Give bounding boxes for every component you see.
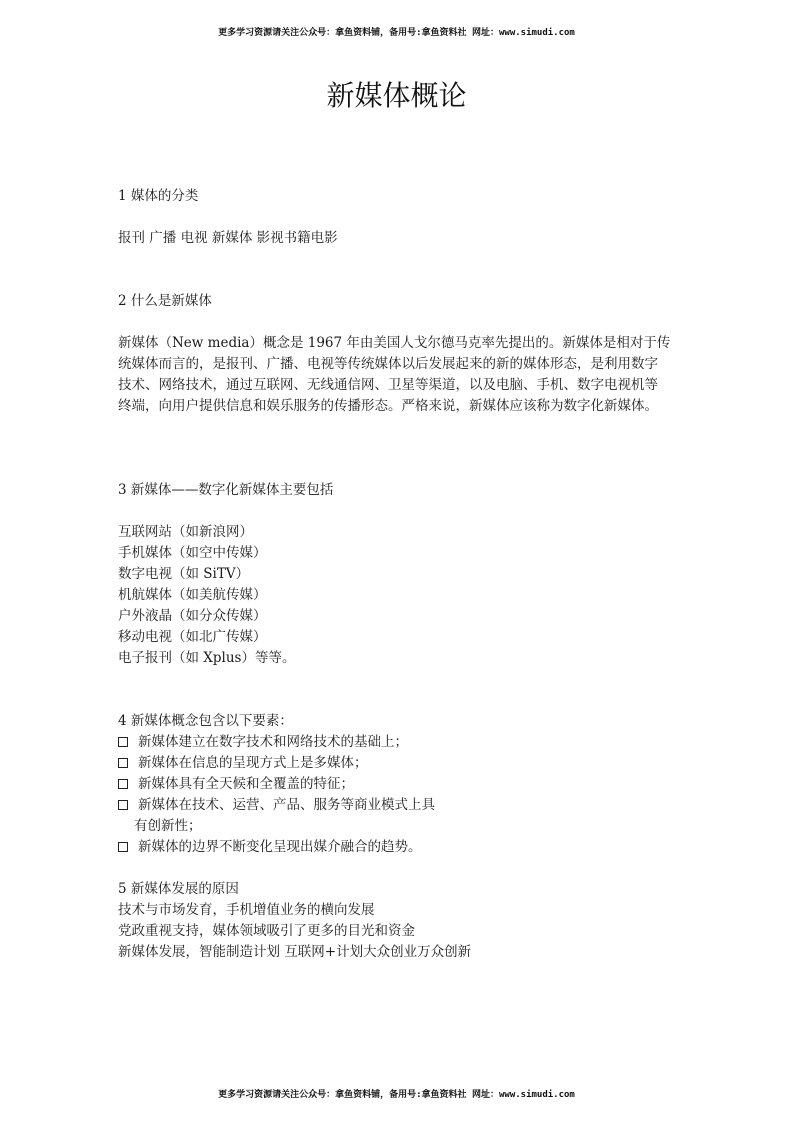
checklist-item [118, 753, 698, 774]
paragraph-line: 统媒体而言的，是报刊、广播、电视等传统媒体以后发展起来的新的媒体形态，是利用数字 [118, 356, 658, 372]
section-1-heading: 1 媒体的分类 [118, 188, 199, 204]
list-item: 户外液晶（如分众传媒） [118, 608, 267, 624]
list-item: 技术与市场发育，手机增值业务的横向发展 [118, 902, 375, 918]
list-item: 新媒体发展，智能制造计划 互联网+计划大众创业万众创新 [118, 944, 472, 960]
section-5-lines [118, 900, 698, 963]
checklist-item-label: 新媒体在技术、运营、产品、服务等商业模式上具 [138, 797, 435, 813]
checklist-item-label: 新媒体具有全天候和全覆盖的特征； [138, 776, 354, 792]
footer-banner: 更多学习资源请关注公众号：拿鱼资料铺，备用号:拿鱼资料社 网址：www.simudi.com [218, 1090, 575, 1100]
section-2-heading: 2 什么是新媒体 [118, 293, 212, 309]
paragraph-line: 新媒体（New media）概念是 1967 年由美国人戈尔德马克率先提出的。新媒体是相对于传 [118, 335, 671, 351]
checkbox-icon [118, 842, 128, 852]
checkbox-icon [118, 758, 128, 768]
checklist-item [118, 795, 698, 816]
section-4-heading: 4 新媒体概念包含以下要素： [118, 713, 293, 729]
checklist-item [118, 837, 698, 858]
paragraph-line: 技术、网络技术，通过互联网、无线通信网、卫星等渠道，以及电脑、手机、数字电视机等 [118, 377, 658, 393]
list-item: 电子报刊（如 Xplus）等等。 [118, 650, 296, 666]
section-5-heading: 5 新媒体发展的原因 [118, 881, 239, 897]
section-4-checklist [118, 732, 698, 858]
section-3-heading: 3 新媒体——数字化新媒体主要包括 [118, 482, 334, 498]
checklist-item [118, 774, 698, 795]
section-1-body: 报刊 广播 电视 新媒体 影视书籍电影 [118, 230, 338, 246]
checklist-item-continuation: 有创新性； [134, 818, 202, 834]
checklist-item-label: 新媒体在信息的呈现方式上是多媒体； [138, 755, 368, 771]
checklist-item-label: 新媒体建立在数字技术和网络技术的基础上； [138, 734, 408, 750]
checklist-item [118, 732, 698, 753]
page-title: 新媒体概论 [326, 79, 467, 112]
list-item: 数字电视（如 SiTV） [118, 566, 250, 582]
section-3-list [118, 522, 698, 669]
checkbox-icon [118, 737, 128, 747]
checkbox-icon [118, 779, 128, 789]
paragraph-line: 终端，向用户提供信息和娱乐服务的传播形态。严格来说，新媒体应该称为数字化新媒体。 [118, 398, 658, 414]
list-item: 机航媒体（如美航传媒） [118, 587, 267, 603]
header-banner: 更多学习资源请关注公众号：拿鱼资料铺，备用号:拿鱼资料社 网址：www.simudi.com [218, 28, 575, 38]
document-body [118, 186, 698, 963]
list-item: 手机媒体（如空中传媒） [118, 545, 267, 561]
list-item: 党政重视支持，媒体领域吸引了更多的目光和资金 [118, 923, 415, 939]
checkbox-icon [118, 800, 128, 810]
list-item: 移动电视（如北广传媒） [118, 629, 267, 645]
checklist-item-label: 新媒体的边界不断变化呈现出媒介融合的趋势。 [138, 839, 422, 855]
section-2-paragraph [118, 333, 698, 417]
list-item: 互联网站（如新浪网） [118, 524, 253, 540]
